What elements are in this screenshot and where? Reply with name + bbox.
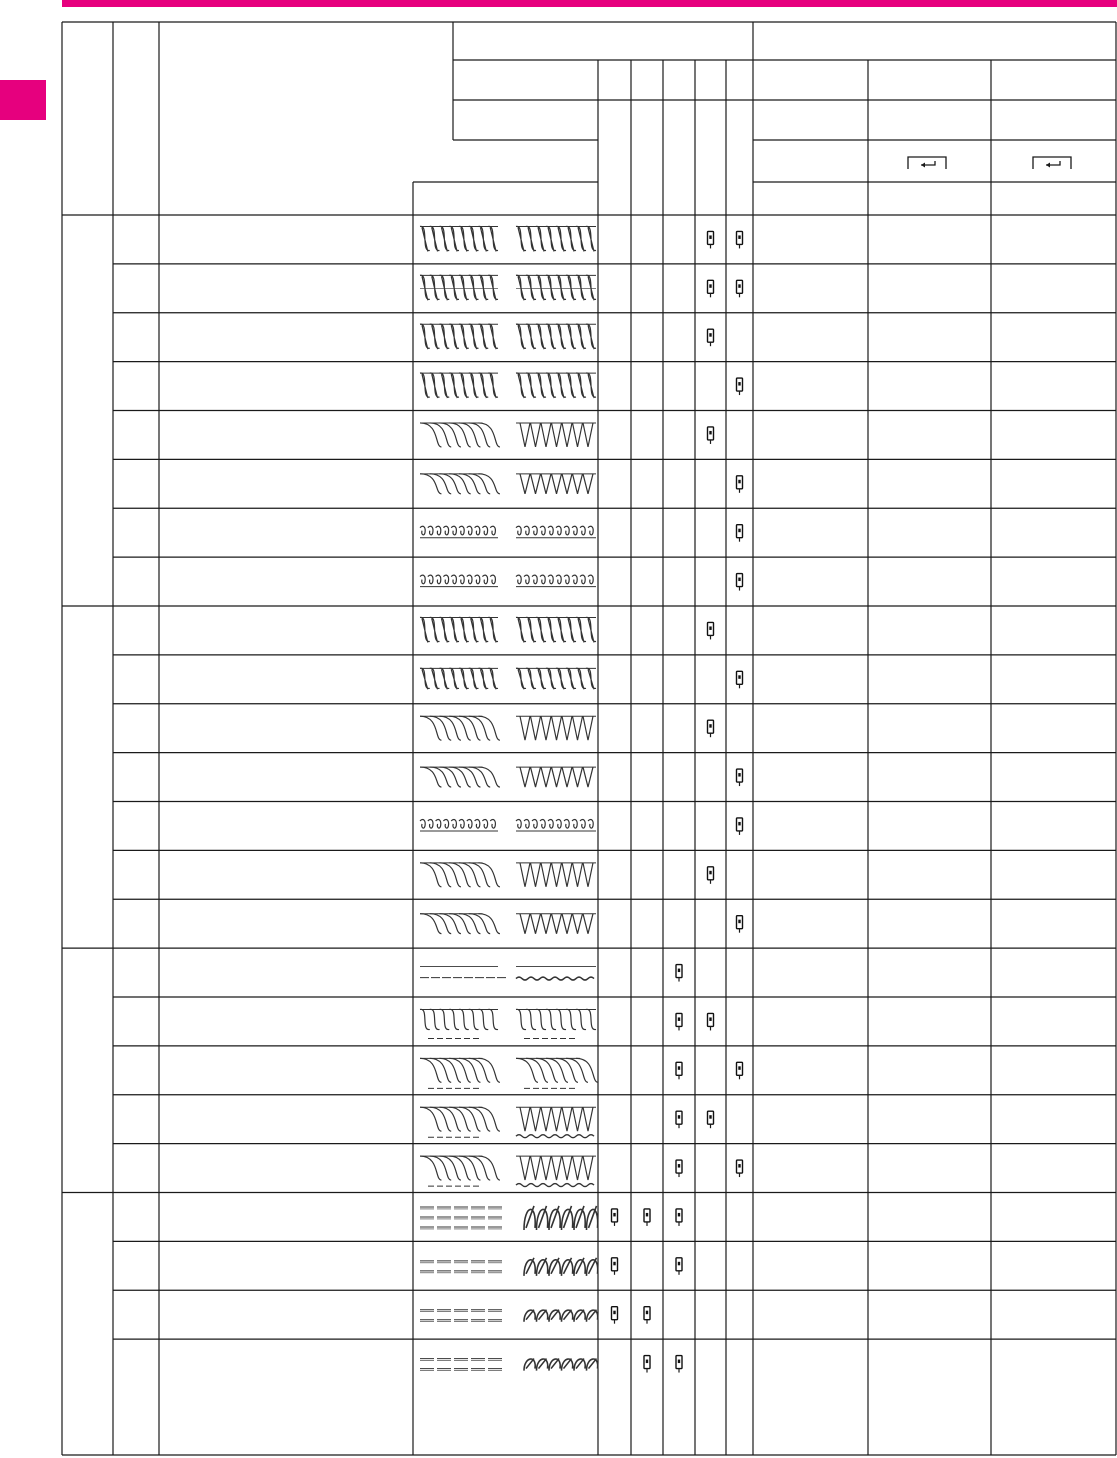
stitch-illustration-left (420, 373, 498, 398)
needle-icon (612, 1209, 618, 1226)
stitch-illustration-right (516, 767, 596, 787)
needle-icon (676, 1160, 682, 1177)
stitch-illustration-right (516, 373, 596, 398)
needle-icon (737, 769, 743, 786)
stitch-illustration-right (524, 1359, 598, 1371)
stitch-illustration-right (516, 575, 596, 586)
needle-icon (737, 476, 743, 493)
needle-icon (644, 1307, 650, 1324)
stitch-illustration-right (516, 324, 596, 349)
return-arrow-icon (907, 155, 947, 170)
needle-icon (676, 1111, 682, 1128)
needle-icon (612, 1307, 618, 1324)
stitch-illustration-right (516, 716, 596, 740)
stitch-illustration-right (516, 820, 596, 831)
stitch-illustration-right (516, 617, 596, 642)
stitch-illustration-left (420, 423, 500, 447)
stitch-illustration-right (516, 967, 596, 981)
needle-icon (737, 378, 743, 395)
stitch-illustration-left (420, 1009, 498, 1038)
stitch-illustration-left (420, 1058, 500, 1088)
stitch-illustration-left (420, 668, 498, 689)
needle-icon (676, 1013, 682, 1030)
stitch-illustration-right (516, 275, 596, 300)
stitch-illustration-right (524, 1258, 598, 1276)
stitch-illustration-right (516, 1156, 596, 1187)
needle-icon (612, 1258, 618, 1275)
needle-icon (676, 1356, 682, 1373)
needle-icon (676, 965, 682, 982)
needle-icon (708, 867, 714, 884)
stitch-illustration-left (420, 226, 498, 251)
needle-icon (737, 525, 743, 542)
stitch-illustration-left (420, 1156, 500, 1186)
stitch-illustration-left (420, 526, 498, 537)
stitch-illustration-left (420, 617, 498, 642)
stitch-illustration-left (420, 324, 498, 349)
needle-icon (644, 1356, 650, 1373)
stitch-illustration-left (420, 575, 498, 586)
stitch-illustration-left (420, 1359, 502, 1371)
stitch-illustration-left (420, 914, 500, 934)
needle-icon (708, 622, 714, 639)
stitch-illustration-right (516, 226, 596, 251)
stitch-illustration-right (516, 863, 596, 887)
stitch-illustration-left (420, 967, 506, 978)
stitch-illustration-right (516, 1058, 598, 1088)
stitch-illustration-left (420, 1207, 502, 1229)
needle-icon (708, 427, 714, 444)
needle-icon (737, 818, 743, 835)
return-arrow-icon (1032, 155, 1072, 170)
stitch-illustration-left (420, 275, 498, 300)
needle-icon (676, 1258, 682, 1275)
stitch-illustration-right (524, 1206, 598, 1230)
needle-icon (737, 231, 743, 248)
needle-icon (676, 1062, 682, 1079)
stitch-illustration-right (516, 1107, 596, 1138)
stitch-illustration-left (420, 1261, 502, 1273)
needle-icon (708, 231, 714, 248)
stitch-illustration-right (516, 474, 596, 494)
needle-icon (708, 1013, 714, 1030)
needle-icon (708, 329, 714, 346)
needle-icon (737, 574, 743, 591)
needle-icon (737, 916, 743, 933)
needle-icon (737, 280, 743, 297)
stitch-illustration-left (420, 1310, 502, 1322)
needle-icon (737, 1062, 743, 1079)
needle-icon (676, 1209, 682, 1226)
stitch-illustration-left (420, 1107, 500, 1137)
stitch-illustration-right (516, 1009, 596, 1038)
stitch-illustration-right (516, 914, 596, 934)
needle-icon (708, 280, 714, 297)
stitch-illustration-left (420, 820, 498, 831)
stitch-illustration-right (516, 668, 596, 689)
needle-icon (708, 720, 714, 737)
stitch-illustration-right (524, 1310, 598, 1322)
stitch-illustration-left (420, 767, 500, 787)
stitch-illustration-left (420, 474, 500, 494)
stitch-illustration-right (516, 526, 596, 537)
needle-icon (737, 671, 743, 688)
needle-icon (708, 1111, 714, 1128)
stitch-illustration-right (516, 423, 596, 447)
stitch-illustration-left (420, 863, 500, 887)
stitch-illustration-left (420, 716, 500, 740)
needle-icon (644, 1209, 650, 1226)
needle-icon (737, 1160, 743, 1177)
